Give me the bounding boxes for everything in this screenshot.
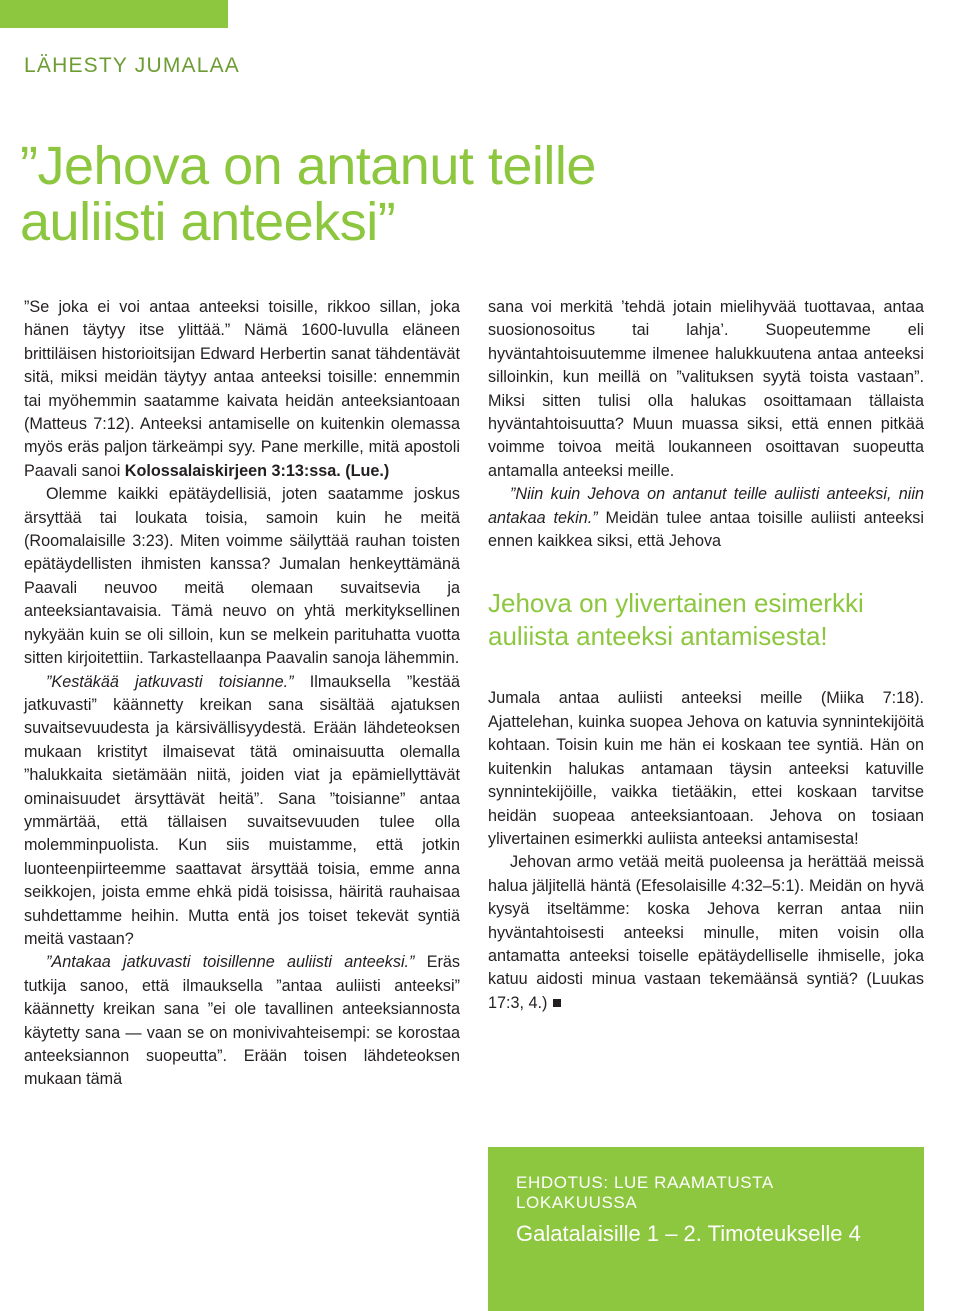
article-title: ”Jehova on antanut teille auliisti anteeksi” (20, 136, 596, 252)
paragraph-intro (24, 296, 460, 483)
quote-forgive: ”Antakaa jatkuvasti toisillenne auliisti anteeksi.” (46, 953, 415, 972)
scripture-reference: Kolossalaiskirjeen 3:13:ssa. (Lue.) (124, 461, 390, 480)
quote-bear-with: ”Kestäkää jatkuvasti toisianne.” (46, 672, 294, 691)
paragraph-intro-text: ”Se joka ei voi antaa anteeksi toisille, rikkoo sillan, joka hänen täytyy itse ylittää.” Nämä 1600-luvulla eläneen brittiläisen historioitsijan Edward Herbertin sanat tähdentävät sitä, miksi meidän täytyy antaa anteeksi toisille: ennemmin tai myöhemmin saatamme kaivata heidän anteeksiantoaan (Matteus 7:12). Anteeksi antamiselle on kuitenkin olemassa myös eräs paljon tärkeämpi syy. Pane merkille, mitä apostoli Paavali sanoi (24, 298, 460, 480)
paragraph-forgive-text: Eräs tutkija sanoo, että ilmauksella ”antaa auliisti anteeksi” käännetty kreikan sana ”ei ole tavallinen anteeksiannosta käytetty sana — vaan se on monivivahteisempi: se korostaa anteeksiannon suopeutta”. Erään toisen lähdeteoksen mukaan tämä (24, 953, 460, 1089)
accent-bar (0, 0, 228, 28)
paragraph-example: Jumala antaa auliisti anteeksi meille (Miika 7:18). Ajattelehan, kuinka suopea Jehova on katuvia synnintekijöitä kohtaan. Toisin kuin me hän ei koskaan tee syntiä. Hän on kuitenkin halukas antamaan täysin anteeksi katuville synnintekijöille, vaikka tietääkin, ettei koskaan tarvitse heidän suopeaa anteeksiantoaan. Jehova on tosiaan ylivertainen esimerkki auliista anteeksi antamisesta! (488, 689, 924, 848)
left-column (24, 296, 460, 1092)
paragraph-mercy-text: Jehovan armo vetää meitä puoleensa ja herättää meissä halua jäljitellä häntä (Efesolaisille 4:32–5:1). Meidän on hyvä kysyä itseltämme: koska Jehova kerran antaa niin hyväntahtoisesti anteeksi minulle, miten voisin olla antamatta anteeksi toiselle epätäydelliselle ihmiselle, joka katuu aidosti minua vastaan tekemäänsä syntiä? (Luukas 17:3, 4.) (488, 853, 924, 1012)
paragraph-bear-with (24, 671, 460, 952)
paragraph-as-jehova (488, 483, 924, 553)
section-kicker: LÄHESTY JUMALAA (24, 54, 241, 77)
paragraph-mercy (488, 851, 924, 1015)
paragraph-continuation: sana voi merkitä ’tehdä jotain mielihyvää tuottavaa, antaa suosionosoitus tai lahja’. Suopeutemme eli hyväntahtoisuutemme ilmenee halukkuutena antaa anteeksi silloinkin, kun meillä on ”valituksen syytä toista vastaan”. Miksi sitten tulisi olla halukas osoittamaan tällaista hyväntahtoisuutta? Muun muassa siksi, että ennen pitkää voimme toivoa meitä loukanneen osoittavan suopeutta antamalla anteeksi meille. (488, 298, 924, 480)
paragraph-imperfection: Olemme kaikki epätäydellisiä, joten saatamme joskus ärsyttää tai loukata toisia, samoin kuin he meitä (Roomalaisille 3:23). Miten voimme säilyttää rauhan toisten epätäydellisten ihmisten kanssa? Jumalan henkeyttämänä Paavali neuvoo meitä olemaan suvaitsevia ja anteeksiantavaisia. Tämä neuvo on yhtä merkityksellinen nykyään kuin se oli silloin, kun se melkein parituhatta vuotta sitten kirjoitettiin. Tarkastellaanpa Paavalin sanoja lähemmin. (24, 485, 460, 668)
suggestion-label: EHDOTUS: LUE RAAMATUSTA LOKAKUUSSA (516, 1173, 773, 1212)
paragraph-bear-with-text: Ilmauksella ”kestää jatkuvasti” käännetty kreikan sana sisältää ajatuksen suvaitsevuudesta ja kärsivällisyydestä. Erään lähdeteoksen mukaan kristityt ilmaisevat tätä ominaisuutta olemalla ”halukkaita sietämään niitä, joiden viat ja epämiellyttävät ominaisuudet ärsyttävät heitä”. Sana ”toisianne” antaa ymmärtää, että tällaisen suvaitsevuuden tulee olla molemminpuolista. Kun siis muistamme, että jotkin luonteenpiirteemme saattavat ärsyttää toisia, emme anna seikkojen, joista emme ehkä pidä toisissa, häiritä rauhaisaa suhdettamme heihin. Mutta entä jos toiset tekevät syntiä meitä vastaan? (24, 672, 460, 948)
section-subheading: Jehova on ylivertainen esimerkki auliista anteeksi antamisesta! (488, 588, 864, 652)
paragraph-as-jehova-text: Meidän tulee antaa toisille auliisti anteeksi ennen kaikkea siksi, että Jehova (488, 508, 924, 551)
paragraph-forgive (24, 951, 460, 1091)
reading-suggestion-box (488, 1147, 924, 1311)
quote-as-jehova: ”Niin kuin Jehova on antanut teille auliisti anteeksi, niin antakaa tekin.” (488, 485, 924, 527)
right-column (488, 296, 924, 1015)
end-mark-icon (553, 999, 561, 1007)
suggestion-reading-range: Galatalaisille 1 – 2. Timoteukselle 4 (516, 1221, 861, 1246)
